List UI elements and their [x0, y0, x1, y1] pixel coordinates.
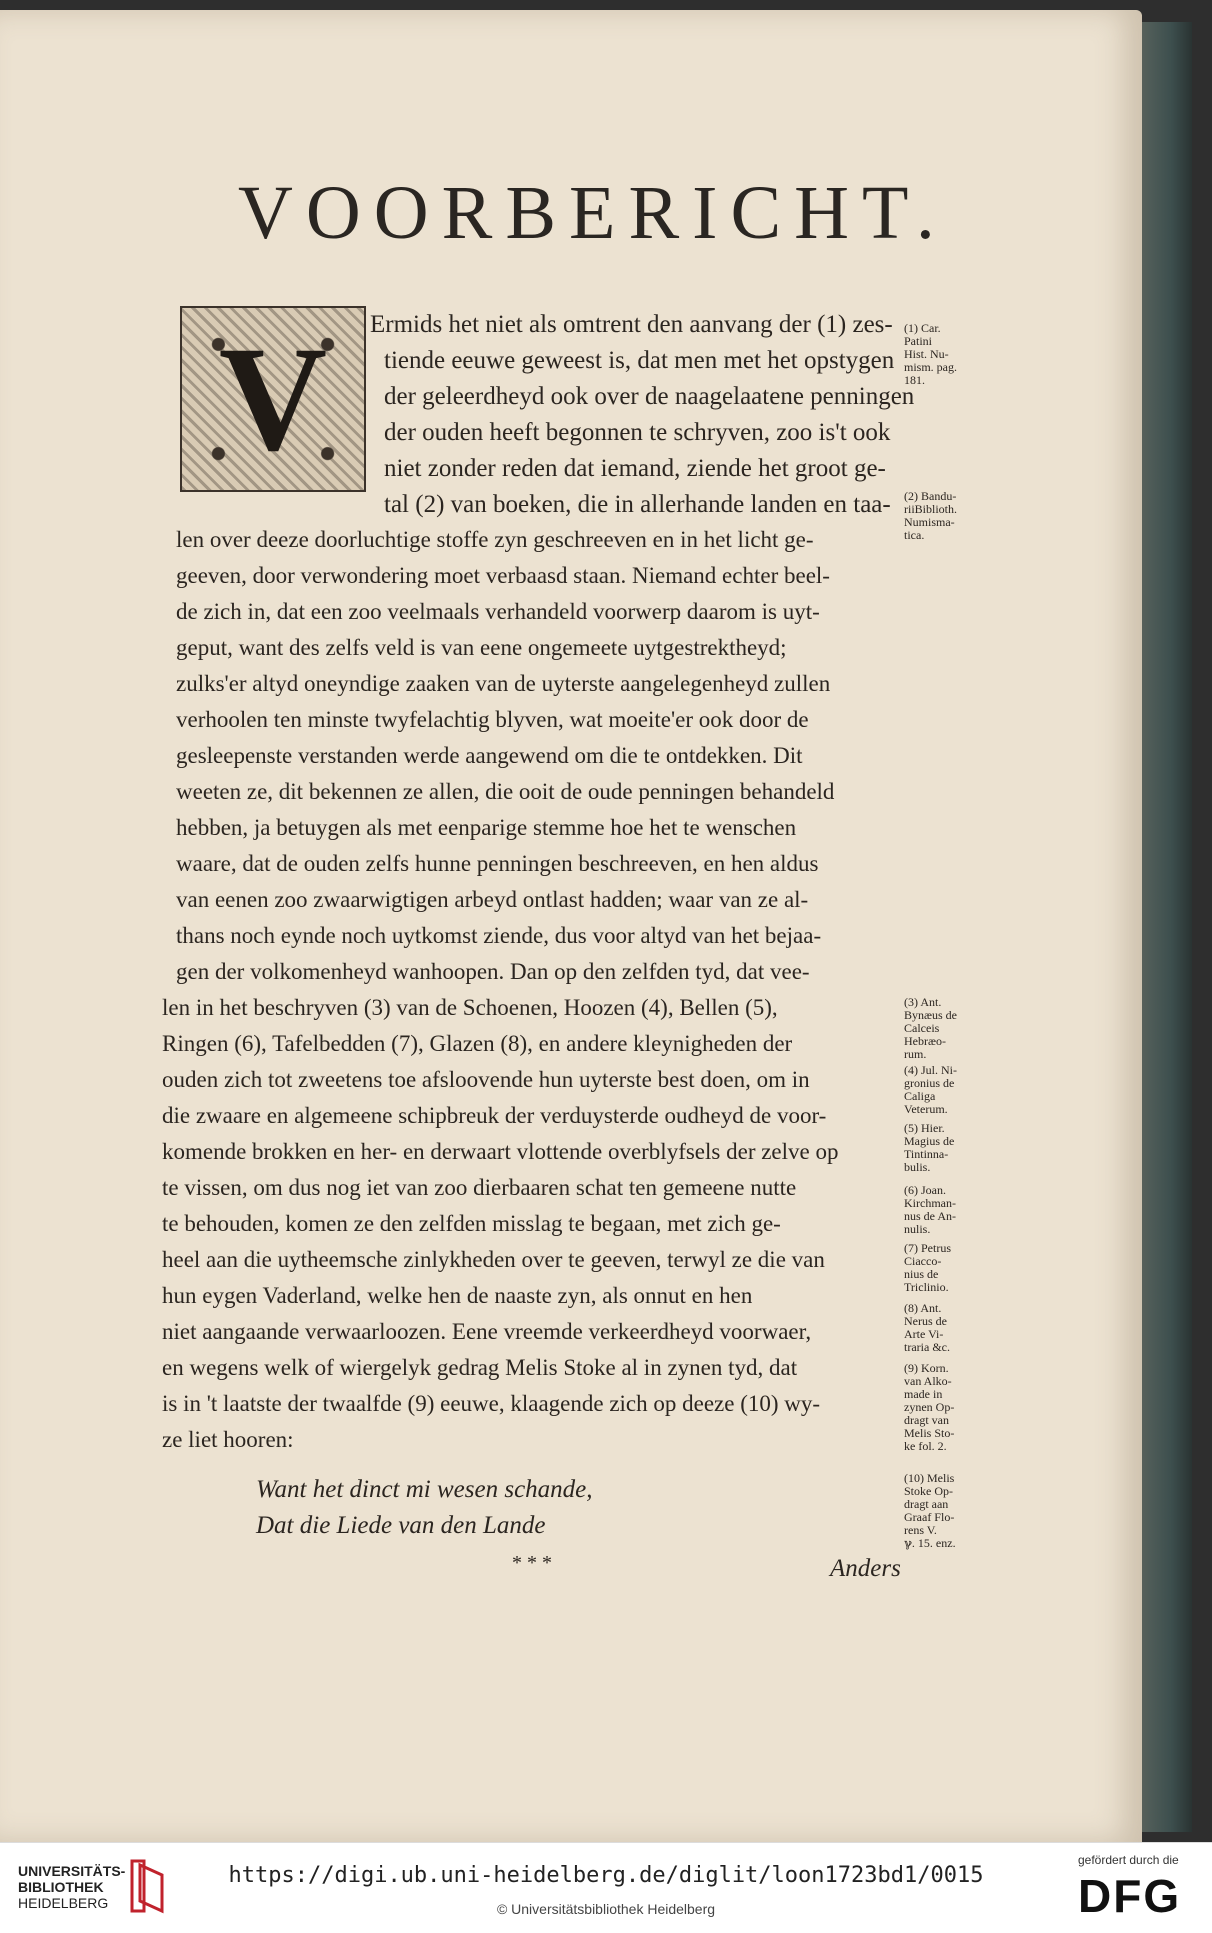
marginal-note: (10) Melis Stoke Op- dragt aan Graaf Flo- rens V. ℽ. 15. enz.	[904, 1471, 956, 1550]
text-line: der ouden heeft begonnen te schryven, zoo is't ook	[384, 419, 891, 446]
initial-letter: V	[218, 316, 328, 482]
text-line: en wegens welk of wiergelyk gedrag Melis Stoke al in zynen tyd, dat	[162, 1355, 798, 1380]
text-line: zulks'er altyd oneyndige zaaken van de uyterste aangelegenheyd zullen	[176, 671, 831, 696]
marginal-note: (2) Bandu- riiBiblioth. Numisma- tica.	[904, 489, 958, 542]
text-line: hebben, ja betuygen als met eenparige stemme hoe het te wenschen	[176, 815, 797, 840]
marginal-note: (5) Hier. Magius de Tintinna- bulis.	[904, 1121, 955, 1174]
text-line: weeten ze, dit bekennen ze allen, die ooit de oude penningen behandeld	[176, 779, 835, 804]
viewer-footer	[0, 1842, 1212, 1933]
permalink-url[interactable]: https://digi.ub.uni-heidelberg.de/diglit/loon1723bd1/0015	[228, 1863, 984, 1888]
marginal-note: (8) Ant. Nerus de Arte Vi- traria &c.	[904, 1301, 950, 1354]
text-line: thans noch eynde noch uytkomst ziende, dus voor altyd van het bejaa-	[176, 923, 822, 948]
text-line: die zwaare en algemeene schipbreuk der verduysterde oudheyd de voor-	[162, 1103, 827, 1128]
text-line: is in 't laatste der twaalfde (9) eeuwe, klaagende zich op deeze (10) wy-	[162, 1391, 821, 1416]
text-line: niet aangaande verwaarloozen. Eene vreemde verkeerdheyd voorwaer,	[162, 1319, 812, 1344]
text-line: verhoolen ten minste twyfelachtig blyven, wat moeite'er ook door de	[176, 707, 809, 732]
text-line: gesleepenste verstanden werde aangewend om die te ontdekken. Dit	[176, 743, 803, 768]
verse-line: Want het dinct mi wesen schande,	[256, 1476, 593, 1503]
marginal-note: (7) Petrus Ciacco- nius de Triclinio.	[904, 1241, 951, 1294]
text-line: geput, want des zelfs veld is van eene ongemeete uytgestrektheyd;	[176, 635, 787, 660]
marginal-note: (6) Joan. Kirchman- nus de An- nulis.	[904, 1183, 956, 1236]
catchword: Anders	[830, 1555, 901, 1582]
text-line: ouden zich tot zweetens toe afsloovende hun uyterste best doen, om in	[162, 1067, 810, 1092]
text-line: tal (2) van boeken, die in allerhande landen en taa-	[384, 491, 891, 518]
decorated-initial	[180, 306, 366, 492]
page-title: VOORBERICHT.	[238, 171, 948, 255]
library-name-line: UNIVERSITÄTS-	[18, 1863, 126, 1879]
library-name-line: BIBLIOTHEK	[18, 1879, 104, 1895]
library-name-line: HEIDELBERG	[18, 1895, 109, 1911]
text-line: der geleerdheyd ook over de naagelaatene penningen	[384, 383, 915, 410]
text-line: heel aan die uytheemsche zinlykheden over te geeven, terwyl ze die van	[162, 1247, 825, 1272]
marginal-note: (3) Ant. Bynæus de Calceis Hebræo- rum.	[904, 995, 958, 1061]
marginal-note: (4) Jul. Ni- gronius de Caliga Veterum.	[904, 1063, 957, 1116]
text-line: hun eygen Vaderland, welke hen de naaste zyn, als onnut en hen	[162, 1283, 753, 1308]
text-line: van eenen zoo zwaarwigtigen arbeyd ontlast hadden; waar van ze al-	[176, 887, 809, 912]
text-line: len in het beschryven (3) van de Schoenen, Hoozen (4), Bellen (5),	[162, 995, 778, 1020]
text-line: te behouden, komen ze den zelfden misslag te begaan, met zich ge-	[162, 1211, 781, 1236]
copyright-notice: © Universitätsbibliothek Heidelberg	[496, 1901, 716, 1917]
text-line: Ringen (6), Tafelbedden (7), Glazen (8), en andere kleynigheden der	[162, 1031, 793, 1056]
text-line: geeven, door verwondering moet verbaasd staan. Niemand echter beel-	[176, 563, 830, 588]
dfg-logo[interactable]: DFG	[1078, 1870, 1182, 1922]
signature-mark: * * *	[512, 1552, 552, 1574]
book-page	[0, 10, 1142, 1842]
text-line: len over deeze doorluchtige stoffe zyn geschreeven en in het licht ge-	[176, 527, 814, 552]
text-line: te vissen, om dus nog iet van zoo dierbaaren schat ten gemeene nutte	[162, 1175, 797, 1200]
text-line: de zich in, dat een zoo veelmaals verhandeld voorwerp daarom is uyt-	[176, 599, 820, 624]
verse-line: Dat die Liede van den Lande	[256, 1512, 546, 1539]
text-line: tiende eeuwe geweest is, dat men met het opstygen	[384, 347, 895, 374]
text-line: ze liet hooren:	[162, 1427, 294, 1452]
text-line: Ermids het niet als omtrent den aanvang der (1) zes-	[370, 311, 893, 338]
text-line: waare, dat de ouden zelfs hunne penningen beschreeven, en hen aldus	[176, 851, 819, 876]
text-line: niet zonder reden dat iemand, ziende het groot ge-	[384, 455, 886, 482]
marginal-note: (9) Korn. van Alko- made in zynen Op- dragt van Melis Sto- ke fol. 2.	[904, 1361, 955, 1453]
text-line: gen der volkomenheyd wanhoopen. Dan op den zelfden tyd, dat vee-	[176, 959, 810, 984]
text-line: komende brokken en her- en derwaart vlottende overblyfsels der zelve op	[162, 1139, 839, 1164]
marginal-note: (1) Car. Patini Hist. Nu- mism. pag. 181.	[904, 321, 957, 387]
funding-text: gefördert durch die	[1078, 1853, 1179, 1867]
